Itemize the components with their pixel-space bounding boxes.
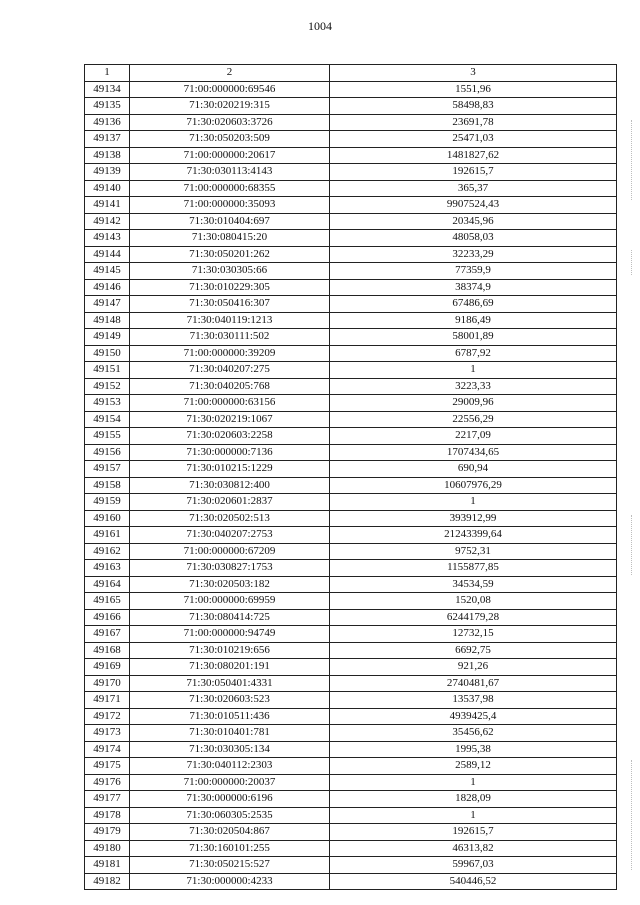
cadastral-number-cell: 71:30:010219:656: [130, 642, 330, 659]
row-number-cell: 49142: [85, 213, 130, 230]
table-row: [85, 114, 617, 131]
value-cell: 192615,7: [330, 824, 617, 841]
value-cell: 690,94: [330, 461, 617, 478]
cadastral-number-cell: 71:30:060305:2535: [130, 807, 330, 824]
table-row: [85, 774, 617, 791]
cadastral-number-cell: 71:30:040207:275: [130, 362, 330, 379]
value-cell: 13537,98: [330, 692, 617, 709]
value-cell: 67486,69: [330, 296, 617, 313]
cadastral-number-cell: 71:30:080201:191: [130, 659, 330, 676]
row-number-cell: 49172: [85, 708, 130, 725]
value-cell: 9752,31: [330, 543, 617, 560]
table-row: [85, 576, 617, 593]
cadastral-number-cell: 71:00:000000:39209: [130, 345, 330, 362]
row-number-cell: 49176: [85, 774, 130, 791]
value-cell: 6692,75: [330, 642, 617, 659]
cadastral-number-cell: 71:30:080415:20: [130, 230, 330, 247]
table-row: [85, 494, 617, 511]
table-row: [85, 708, 617, 725]
table-header-row: [85, 65, 617, 82]
value-cell: 365,37: [330, 180, 617, 197]
row-number-cell: 49140: [85, 180, 130, 197]
table-row: [85, 279, 617, 296]
value-cell: 20345,96: [330, 213, 617, 230]
table-row: [85, 164, 617, 181]
row-number-cell: 49152: [85, 378, 130, 395]
table-row: [85, 840, 617, 857]
cadastral-number-cell: 71:30:010511:436: [130, 708, 330, 725]
table-row: [85, 246, 617, 263]
column-header-3: 3: [330, 65, 617, 82]
value-cell: 1: [330, 807, 617, 824]
row-number-cell: 49167: [85, 626, 130, 643]
value-cell: 1520,08: [330, 593, 617, 610]
table-row: [85, 824, 617, 841]
table-row: [85, 428, 617, 445]
table-row: [85, 411, 617, 428]
value-cell: 59967,03: [330, 857, 617, 874]
cadastral-number-cell: 71:30:030305:134: [130, 741, 330, 758]
row-number-cell: 49138: [85, 147, 130, 164]
row-number-cell: 49182: [85, 873, 130, 890]
row-number-cell: 49148: [85, 312, 130, 329]
row-number-cell: 49181: [85, 857, 130, 874]
value-cell: 2740481,67: [330, 675, 617, 692]
table-row: [85, 329, 617, 346]
table-row: [85, 312, 617, 329]
table-row: [85, 725, 617, 742]
table-row: [85, 807, 617, 824]
table-row: [85, 560, 617, 577]
value-cell: 192615,7: [330, 164, 617, 181]
table-row: [85, 758, 617, 775]
cadastral-number-cell: 71:30:020219:315: [130, 98, 330, 115]
cadastral-number-cell: 71:30:030305:66: [130, 263, 330, 280]
table-row: [85, 477, 617, 494]
value-cell: 1: [330, 362, 617, 379]
cadastral-number-cell: 71:30:050215:527: [130, 857, 330, 874]
cadastral-number-cell: 71:00:000000:68355: [130, 180, 330, 197]
row-number-cell: 49134: [85, 81, 130, 98]
row-number-cell: 49139: [85, 164, 130, 181]
value-cell: 2589,12: [330, 758, 617, 775]
row-number-cell: 49157: [85, 461, 130, 478]
table-row: [85, 263, 617, 280]
table-row: [85, 213, 617, 230]
cadastral-number-cell: 71:30:030113:4143: [130, 164, 330, 181]
value-cell: 32233,29: [330, 246, 617, 263]
scan-margin-line: [631, 120, 632, 200]
table-row: [85, 873, 617, 890]
cadastral-number-cell: 71:00:000000:67209: [130, 543, 330, 560]
row-number-cell: 49145: [85, 263, 130, 280]
table-row: [85, 345, 617, 362]
cadastral-number-cell: 71:30:020603:523: [130, 692, 330, 709]
cadastral-number-cell: 71:30:050401:4331: [130, 675, 330, 692]
cadastral-number-cell: 71:30:020603:3726: [130, 114, 330, 131]
cadastral-number-cell: 71:00:000000:69546: [130, 81, 330, 98]
table-row: [85, 675, 617, 692]
row-number-cell: 49168: [85, 642, 130, 659]
cadastral-number-cell: 71:30:000000:7136: [130, 444, 330, 461]
table-row: [85, 395, 617, 412]
table-row: [85, 692, 617, 709]
cadastral-number-cell: 71:30:160101:255: [130, 840, 330, 857]
cadastral-number-cell: 71:30:050201:262: [130, 246, 330, 263]
row-number-cell: 49179: [85, 824, 130, 841]
cadastral-number-cell: 71:30:020219:1067: [130, 411, 330, 428]
table-row: [85, 180, 617, 197]
table-row: [85, 741, 617, 758]
cadastral-number-cell: 71:30:040112:2303: [130, 758, 330, 775]
value-cell: 1: [330, 774, 617, 791]
row-number-cell: 49141: [85, 197, 130, 214]
value-cell: 29009,96: [330, 395, 617, 412]
row-number-cell: 49160: [85, 510, 130, 527]
table-row: [85, 626, 617, 643]
value-cell: 9186,49: [330, 312, 617, 329]
row-number-cell: 49161: [85, 527, 130, 544]
cadastral-number-cell: 71:30:080414:725: [130, 609, 330, 626]
cadastral-number-cell: 71:30:040205:768: [130, 378, 330, 395]
table-row: [85, 197, 617, 214]
value-cell: 46313,82: [330, 840, 617, 857]
table-row: [85, 857, 617, 874]
cadastral-number-cell: 71:30:010229:305: [130, 279, 330, 296]
row-number-cell: 49175: [85, 758, 130, 775]
row-number-cell: 49180: [85, 840, 130, 857]
row-number-cell: 49135: [85, 98, 130, 115]
value-cell: 4939425,4: [330, 708, 617, 725]
cadastral-number-cell: 71:30:050416:307: [130, 296, 330, 313]
value-cell: 1155877,85: [330, 560, 617, 577]
table-row: [85, 378, 617, 395]
table-row: [85, 131, 617, 148]
cadastral-number-cell: 71:00:000000:63156: [130, 395, 330, 412]
value-cell: 393912,99: [330, 510, 617, 527]
table-row: [85, 444, 617, 461]
value-cell: 10607976,29: [330, 477, 617, 494]
value-cell: 1551,96: [330, 81, 617, 98]
table-row: [85, 296, 617, 313]
cadastral-number-cell: 71:30:030111:502: [130, 329, 330, 346]
row-number-cell: 49143: [85, 230, 130, 247]
row-number-cell: 49173: [85, 725, 130, 742]
value-cell: 6787,92: [330, 345, 617, 362]
value-cell: 58001,89: [330, 329, 617, 346]
row-number-cell: 49149: [85, 329, 130, 346]
cadastral-number-cell: 71:30:010401:781: [130, 725, 330, 742]
row-number-cell: 49158: [85, 477, 130, 494]
value-cell: 1995,38: [330, 741, 617, 758]
value-cell: 1707434,65: [330, 444, 617, 461]
table-row: [85, 461, 617, 478]
cadastral-number-cell: 71:30:030827:1753: [130, 560, 330, 577]
row-number-cell: 49146: [85, 279, 130, 296]
row-number-cell: 49170: [85, 675, 130, 692]
table-row: [85, 791, 617, 808]
table-body: [85, 65, 617, 890]
value-cell: 34534,59: [330, 576, 617, 593]
value-cell: 540446,52: [330, 873, 617, 890]
row-number-cell: 49177: [85, 791, 130, 808]
value-cell: 1828,09: [330, 791, 617, 808]
table-row: [85, 593, 617, 610]
value-cell: 38374,9: [330, 279, 617, 296]
column-header-2: 2: [130, 65, 330, 82]
table-row: [85, 609, 617, 626]
value-cell: 22556,29: [330, 411, 617, 428]
value-cell: 21243399,64: [330, 527, 617, 544]
row-number-cell: 49159: [85, 494, 130, 511]
cadastral-number-cell: 71:30:020504:867: [130, 824, 330, 841]
value-cell: 921,26: [330, 659, 617, 676]
row-number-cell: 49151: [85, 362, 130, 379]
cadastral-number-cell: 71:30:010215:1229: [130, 461, 330, 478]
value-cell: 48058,03: [330, 230, 617, 247]
scan-margin-line: [631, 250, 632, 275]
value-cell: 1: [330, 494, 617, 511]
row-number-cell: 49137: [85, 131, 130, 148]
value-cell: 23691,78: [330, 114, 617, 131]
value-cell: 2217,09: [330, 428, 617, 445]
row-number-cell: 49166: [85, 609, 130, 626]
row-number-cell: 49144: [85, 246, 130, 263]
table-row: [85, 362, 617, 379]
row-number-cell: 49171: [85, 692, 130, 709]
row-number-cell: 49136: [85, 114, 130, 131]
value-cell: 58498,83: [330, 98, 617, 115]
row-number-cell: 49169: [85, 659, 130, 676]
row-number-cell: 49156: [85, 444, 130, 461]
value-cell: 77359,9: [330, 263, 617, 280]
value-cell: 1481827,62: [330, 147, 617, 164]
cadastral-number-cell: 71:00:000000:69959: [130, 593, 330, 610]
cadastral-value-table: [84, 64, 617, 890]
row-number-cell: 49174: [85, 741, 130, 758]
table-row: [85, 81, 617, 98]
row-number-cell: 49165: [85, 593, 130, 610]
cadastral-number-cell: 71:30:040207:2753: [130, 527, 330, 544]
table-row: [85, 527, 617, 544]
table-row: [85, 543, 617, 560]
cadastral-number-cell: 71:30:000000:4233: [130, 873, 330, 890]
row-number-cell: 49153: [85, 395, 130, 412]
cadastral-number-cell: 71:30:010404:697: [130, 213, 330, 230]
row-number-cell: 49155: [85, 428, 130, 445]
cadastral-number-cell: 71:00:000000:35093: [130, 197, 330, 214]
cadastral-number-cell: 71:30:020503:182: [130, 576, 330, 593]
page-number: 1004: [308, 19, 332, 33]
value-cell: 12732,15: [330, 626, 617, 643]
row-number-cell: 49178: [85, 807, 130, 824]
row-number-cell: 49164: [85, 576, 130, 593]
scan-margin-line: [631, 515, 632, 575]
cadastral-number-cell: 71:00:000000:20037: [130, 774, 330, 791]
cadastral-number-cell: 71:30:020601:2837: [130, 494, 330, 511]
cadastral-number-cell: 71:30:050203:509: [130, 131, 330, 148]
table-row: [85, 147, 617, 164]
row-number-cell: 49147: [85, 296, 130, 313]
cadastral-number-cell: 71:30:000000:6196: [130, 791, 330, 808]
column-header-1: 1: [85, 65, 130, 82]
table-row: [85, 642, 617, 659]
row-number-cell: 49162: [85, 543, 130, 560]
table-row: [85, 98, 617, 115]
value-cell: 3223,33: [330, 378, 617, 395]
value-cell: 35456,62: [330, 725, 617, 742]
scan-margin-line: [631, 760, 632, 870]
table-row: [85, 230, 617, 247]
value-cell: 9907524,43: [330, 197, 617, 214]
cadastral-number-cell: 71:30:040119:1213: [130, 312, 330, 329]
cadastral-number-cell: 71:00:000000:20617: [130, 147, 330, 164]
row-number-cell: 49163: [85, 560, 130, 577]
cadastral-number-cell: 71:30:020603:2258: [130, 428, 330, 445]
value-cell: 25471,03: [330, 131, 617, 148]
cadastral-number-cell: 71:30:030812:400: [130, 477, 330, 494]
cadastral-number-cell: 71:00:000000:94749: [130, 626, 330, 643]
value-cell: 6244179,28: [330, 609, 617, 626]
table-row: [85, 659, 617, 676]
cadastral-number-cell: 71:30:020502:513: [130, 510, 330, 527]
table-row: [85, 510, 617, 527]
row-number-cell: 49154: [85, 411, 130, 428]
row-number-cell: 49150: [85, 345, 130, 362]
